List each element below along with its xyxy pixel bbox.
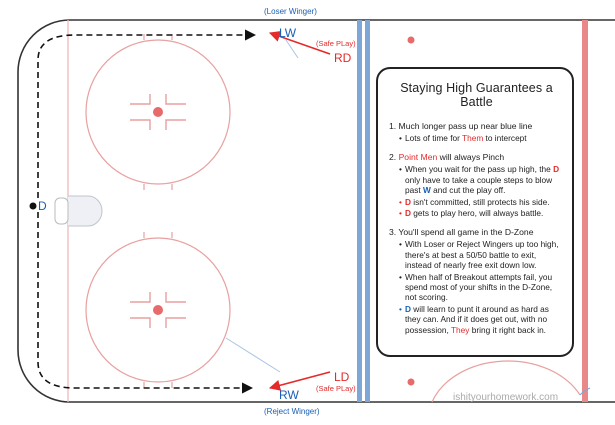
- point-1-list: [389, 133, 564, 143]
- point-3-list: [389, 239, 564, 335]
- blue-line-right: [365, 20, 370, 402]
- point-2-bullet-3: • D gets to play hero, will always battle.: [399, 208, 564, 218]
- point-2-bullet-1: • When you wait for the pass up high, the D only have to take a couple steps to blow past W and cut the play off.: [399, 164, 564, 195]
- safe-play-caption-bottom: (Safe PLay): [316, 384, 356, 393]
- goal-crease: [68, 196, 102, 226]
- point-2-list: [389, 164, 564, 218]
- reject-winger-caption: (Reject Winger): [264, 407, 320, 416]
- point-2-bullet-2: • D isn't committed, still protects his side.: [399, 197, 564, 207]
- rd-label: RD: [334, 51, 352, 65]
- neutral-zone-dot: [408, 37, 415, 44]
- point-1-bullet-1: • Lots of time for Them to intercept: [399, 133, 564, 143]
- defenseman-puck-dot: [30, 203, 37, 210]
- panel-title: Staying High Guarantees a Battle: [400, 81, 553, 109]
- ld-label: LD: [334, 370, 350, 384]
- watermark: ishityourhomework.com: [453, 392, 559, 403]
- rw-label: RW: [279, 388, 299, 402]
- point-2-heading: 2. Point Men will always Pinch: [389, 152, 505, 163]
- point-3-heading: 3. You'll spend all game in the D-Zone: [389, 227, 534, 238]
- faceoff-circle-bottom: [86, 232, 230, 388]
- goal-net: [55, 198, 68, 224]
- point-1-heading: 1. Much longer pass up near blue line: [389, 121, 533, 131]
- breakout-route-bottom: [38, 212, 252, 388]
- point-3-bullet-1: • With Loser or Reject Wingers up too high, there's at best a 50/50 battle to exit, instead of nearly free exit down low.: [399, 239, 564, 270]
- d-label: D: [38, 199, 47, 213]
- explanation-panel: [376, 67, 574, 357]
- point-3-bullet-2: • When half of Breakout attempts fail, you spend most of your shifts in the D-Zone, not scoring.: [399, 272, 564, 303]
- blue-line-left: [357, 20, 362, 402]
- faceoff-circle-top: [86, 34, 230, 190]
- safe-play-caption-top: (Safe PLay): [316, 39, 356, 48]
- point-3-bullet-3: • D will learn to punt it around as hard as they can. And if it does get out, with no possession, They bring it right back in.: [399, 304, 564, 335]
- lw-label: LW: [279, 26, 297, 40]
- loser-winger-caption: (Loser Winger): [264, 7, 317, 16]
- center-red-line: [582, 20, 588, 402]
- neutral-zone-dot: [408, 379, 415, 386]
- breakout-route-top: [38, 35, 255, 198]
- pass-lane-bottom: [226, 338, 280, 372]
